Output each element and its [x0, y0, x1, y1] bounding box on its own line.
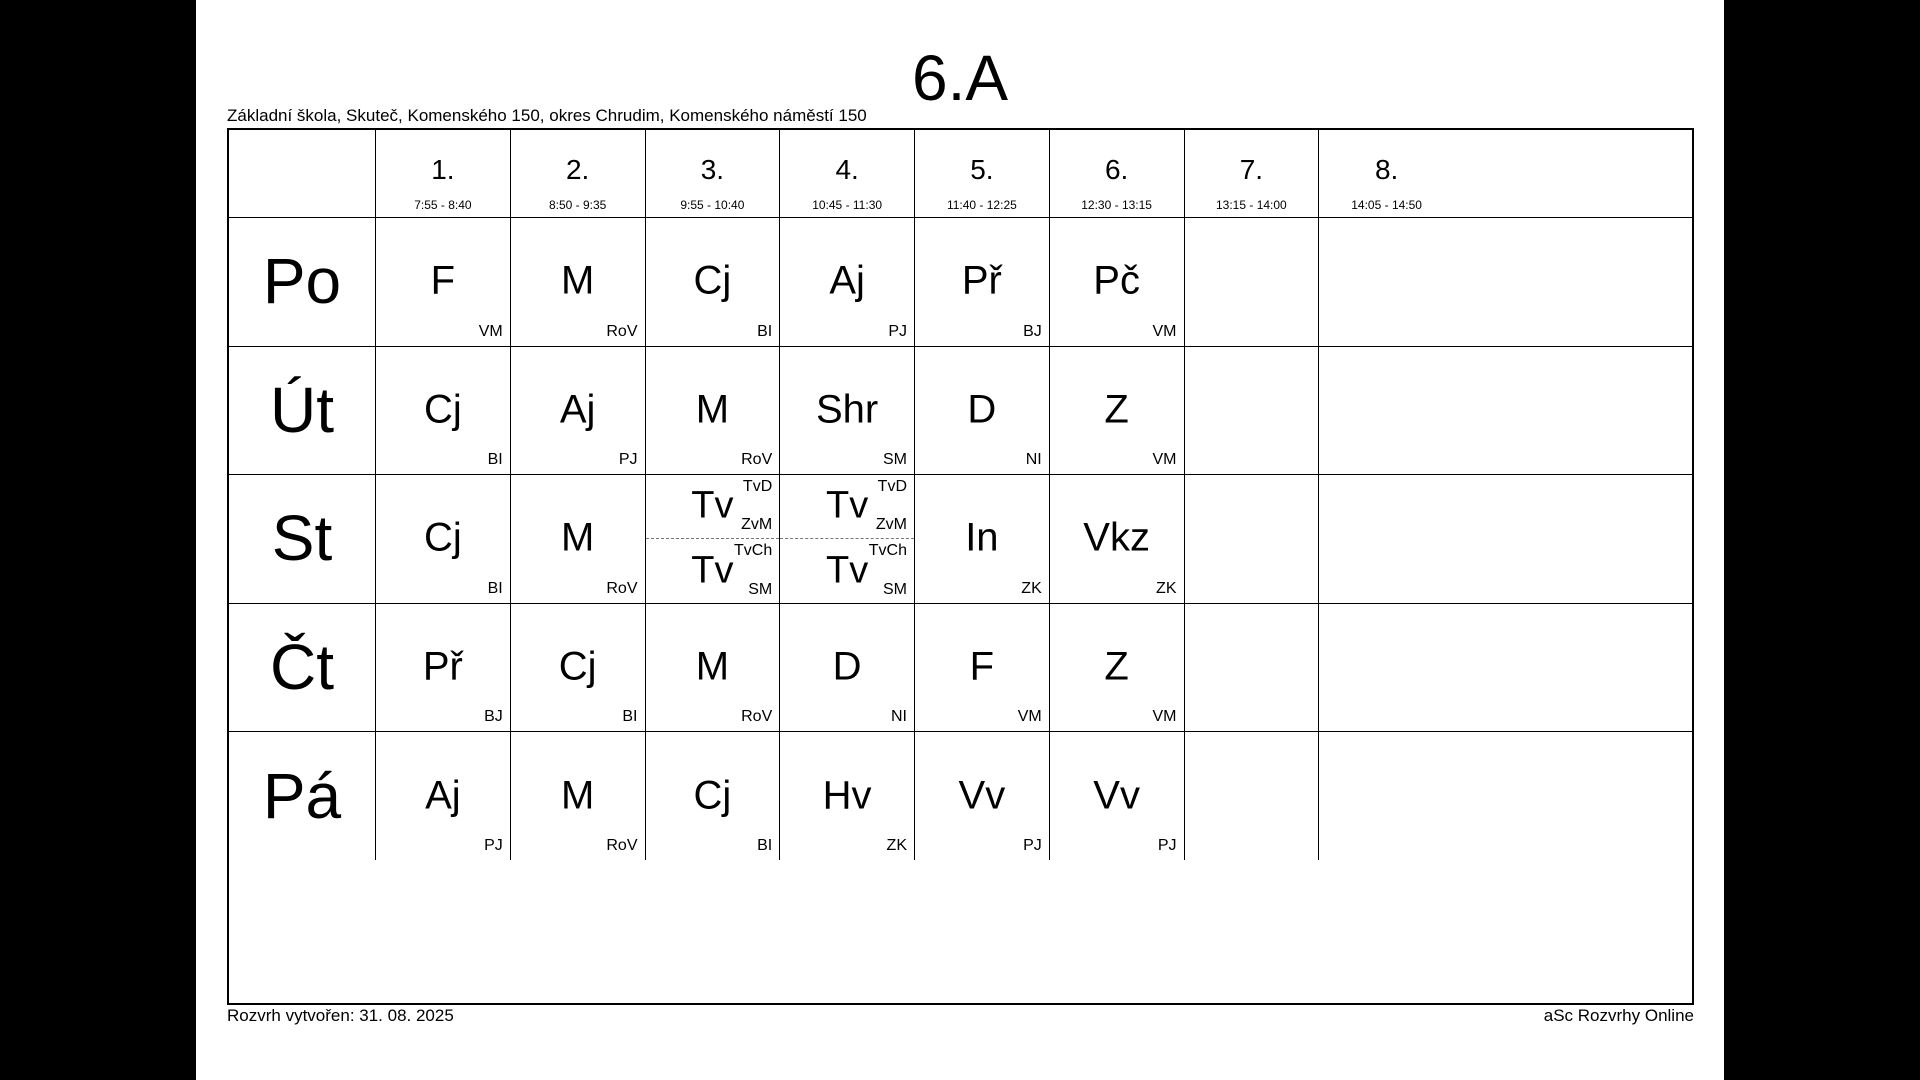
- brand-label: aSc Rozvrhy Online: [1543, 1006, 1694, 1025]
- period-time: 9:55 - 10:40: [680, 198, 745, 212]
- subject: M: [695, 644, 730, 689]
- lesson-cell: [376, 346, 511, 475]
- empty-cell: [1185, 474, 1320, 603]
- teacher: BJ: [484, 708, 503, 726]
- teacher: NI: [891, 708, 907, 726]
- subject: Pč: [1093, 258, 1140, 303]
- teacher: ZvM: [875, 516, 907, 534]
- teacher: RoV: [606, 836, 638, 854]
- class-title: 6.A: [911, 42, 1009, 114]
- period-number: 7.: [1239, 154, 1264, 185]
- subject: Př: [422, 644, 463, 689]
- lesson-cell: [1050, 603, 1185, 732]
- lesson-cell: [646, 474, 781, 603]
- day-label: [229, 603, 376, 732]
- lesson-cell: [511, 603, 646, 732]
- period-number: 3.: [700, 154, 725, 185]
- lesson-cell: [511, 346, 646, 475]
- teacher: BJ: [1023, 322, 1042, 340]
- teacher: SM: [748, 580, 773, 598]
- empty-cell: [1319, 217, 1454, 346]
- group-name: TvCh: [868, 542, 907, 560]
- subject: F: [969, 644, 995, 689]
- day-name: Út: [270, 373, 334, 446]
- teacher: BI: [487, 579, 503, 597]
- subject: Cj: [423, 515, 462, 560]
- subject: D: [832, 644, 862, 689]
- day-name: Pá: [262, 759, 342, 832]
- lesson-cell: [1050, 474, 1185, 603]
- day-label: [229, 346, 376, 475]
- lesson-cell: [780, 474, 915, 603]
- teacher: RoV: [741, 708, 773, 726]
- teacher: VM: [1152, 708, 1177, 726]
- lesson-cell: [915, 346, 1050, 475]
- subject: F: [430, 258, 456, 303]
- period-number: 4.: [835, 154, 859, 185]
- period-header: [1185, 130, 1320, 217]
- period-header: [511, 130, 646, 217]
- period-header: [915, 130, 1050, 217]
- subject: Aj: [559, 387, 596, 432]
- teacher: BI: [757, 836, 773, 854]
- lesson-cell: [915, 474, 1050, 603]
- period-time: 12:30 - 13:15: [1081, 198, 1152, 212]
- subject: In: [965, 515, 999, 560]
- period-number: 2.: [565, 154, 590, 185]
- subject: Z: [1104, 387, 1129, 432]
- lesson-group: [780, 474, 914, 539]
- teacher: SM: [883, 451, 907, 469]
- lesson-cell: [646, 217, 781, 346]
- teacher: PJ: [888, 322, 907, 340]
- day-name: Čt: [270, 631, 334, 704]
- teacher: BI: [487, 451, 503, 469]
- empty-cell: [1319, 603, 1454, 732]
- teacher: BI: [757, 322, 773, 340]
- corner-cell: [229, 130, 376, 217]
- subject: Tv: [826, 549, 869, 592]
- teacher: PJ: [1023, 836, 1042, 854]
- teacher: RoV: [606, 579, 638, 597]
- lesson-cell: [646, 603, 781, 732]
- subject: Tv: [826, 484, 869, 527]
- empty-cell: [1185, 346, 1320, 475]
- period-time: 14:05 - 14:50: [1351, 198, 1422, 212]
- teacher: VM: [478, 322, 503, 340]
- lesson-group: [646, 538, 780, 602]
- day-label: [229, 731, 376, 860]
- teacher: RoV: [606, 322, 638, 340]
- day-label: [229, 217, 376, 346]
- subject: Aj: [425, 773, 461, 818]
- teacher: RoV: [741, 451, 773, 469]
- subject: Z: [1104, 644, 1129, 689]
- teacher: PJ: [618, 451, 638, 469]
- group-name: TvD: [742, 478, 773, 496]
- lesson-cell: [915, 731, 1050, 860]
- subject: Vkz: [1083, 515, 1150, 560]
- subject: Aj: [829, 258, 865, 303]
- subject: M: [695, 387, 730, 432]
- period-number: 6.: [1104, 154, 1129, 185]
- subject: Vv: [1093, 773, 1140, 818]
- subject: M: [560, 773, 595, 818]
- empty-cell: [1319, 474, 1454, 603]
- lesson-cell: [780, 731, 915, 860]
- lesson-cell: [511, 731, 646, 860]
- subject: Shr: [816, 387, 879, 432]
- period-header: [1050, 130, 1185, 217]
- teacher: ZK: [1156, 579, 1177, 597]
- subject: Př: [961, 258, 1002, 303]
- subject: Hv: [822, 773, 872, 818]
- lesson-cell: [915, 603, 1050, 732]
- teacher: SM: [883, 580, 907, 598]
- empty-cell: [1319, 731, 1454, 860]
- teacher: ZK: [1021, 579, 1042, 597]
- school-name: Základní škola, Skuteč, Komenského 150, okres Chrudim, Komenského náměstí 150: [227, 106, 867, 125]
- subject: Cj: [693, 258, 732, 303]
- subject: D: [967, 387, 997, 432]
- empty-cell: [1185, 603, 1320, 732]
- lesson-cell: [376, 474, 511, 603]
- empty-cell: [1185, 217, 1320, 346]
- group-name: TvCh: [734, 542, 773, 560]
- teacher: VM: [1152, 451, 1177, 469]
- subject: M: [560, 258, 595, 303]
- day-label: [229, 474, 376, 603]
- lesson-group: [646, 474, 780, 539]
- timetable-page: [196, 0, 1724, 1080]
- period-number: 8.: [1374, 154, 1399, 185]
- lesson-cell: [511, 217, 646, 346]
- period-header: [780, 130, 915, 217]
- subject: M: [560, 515, 595, 560]
- group-name: TvD: [877, 478, 907, 496]
- subject: Cj: [558, 644, 597, 689]
- lesson-group: [780, 538, 914, 602]
- teacher: VM: [1017, 708, 1042, 726]
- lesson-cell: [376, 731, 511, 860]
- teacher: BI: [622, 708, 638, 726]
- teacher: ZvM: [741, 516, 773, 534]
- period-time: 11:40 - 12:25: [946, 198, 1017, 212]
- lesson-cell: [376, 217, 511, 346]
- teacher: PJ: [484, 836, 503, 854]
- empty-cell: [1319, 346, 1454, 475]
- teacher: VM: [1152, 322, 1177, 340]
- lesson-cell: [646, 346, 781, 475]
- teacher: NI: [1025, 451, 1042, 469]
- period-time: 10:45 - 11:30: [812, 198, 883, 212]
- subject: Cj: [423, 387, 462, 432]
- period-time: 13:15 - 14:00: [1216, 198, 1287, 212]
- period-header: [376, 130, 511, 217]
- period-time: 7:55 - 8:40: [414, 198, 472, 212]
- lesson-cell: [376, 603, 511, 732]
- empty-cell: [1185, 731, 1320, 860]
- day-name: Po: [262, 245, 342, 318]
- period-header: [646, 130, 781, 217]
- lesson-cell: [780, 346, 915, 475]
- teacher: PJ: [1157, 836, 1177, 854]
- lesson-cell: [646, 731, 781, 860]
- lesson-cell: [511, 474, 646, 603]
- timetable-grid: [227, 128, 1694, 1005]
- period-number: 5.: [970, 154, 994, 185]
- day-name: St: [271, 502, 333, 575]
- lesson-cell: [1050, 346, 1185, 475]
- created-date: Rozvrh vytvořen: 31. 08. 2025: [227, 1006, 454, 1025]
- lesson-cell: [1050, 217, 1185, 346]
- subject: Cj: [693, 773, 732, 818]
- period-header: [1319, 130, 1454, 217]
- period-time: 8:50 - 9:35: [548, 198, 607, 212]
- subject: Vv: [958, 773, 1006, 818]
- lesson-cell: [915, 217, 1050, 346]
- lesson-cell: [780, 217, 915, 346]
- lesson-cell: [780, 603, 915, 732]
- teacher: ZK: [886, 836, 907, 854]
- subject: Tv: [691, 549, 734, 592]
- period-number: 1.: [431, 154, 455, 185]
- lesson-cell: [1050, 731, 1185, 860]
- subject: Tv: [691, 484, 734, 527]
